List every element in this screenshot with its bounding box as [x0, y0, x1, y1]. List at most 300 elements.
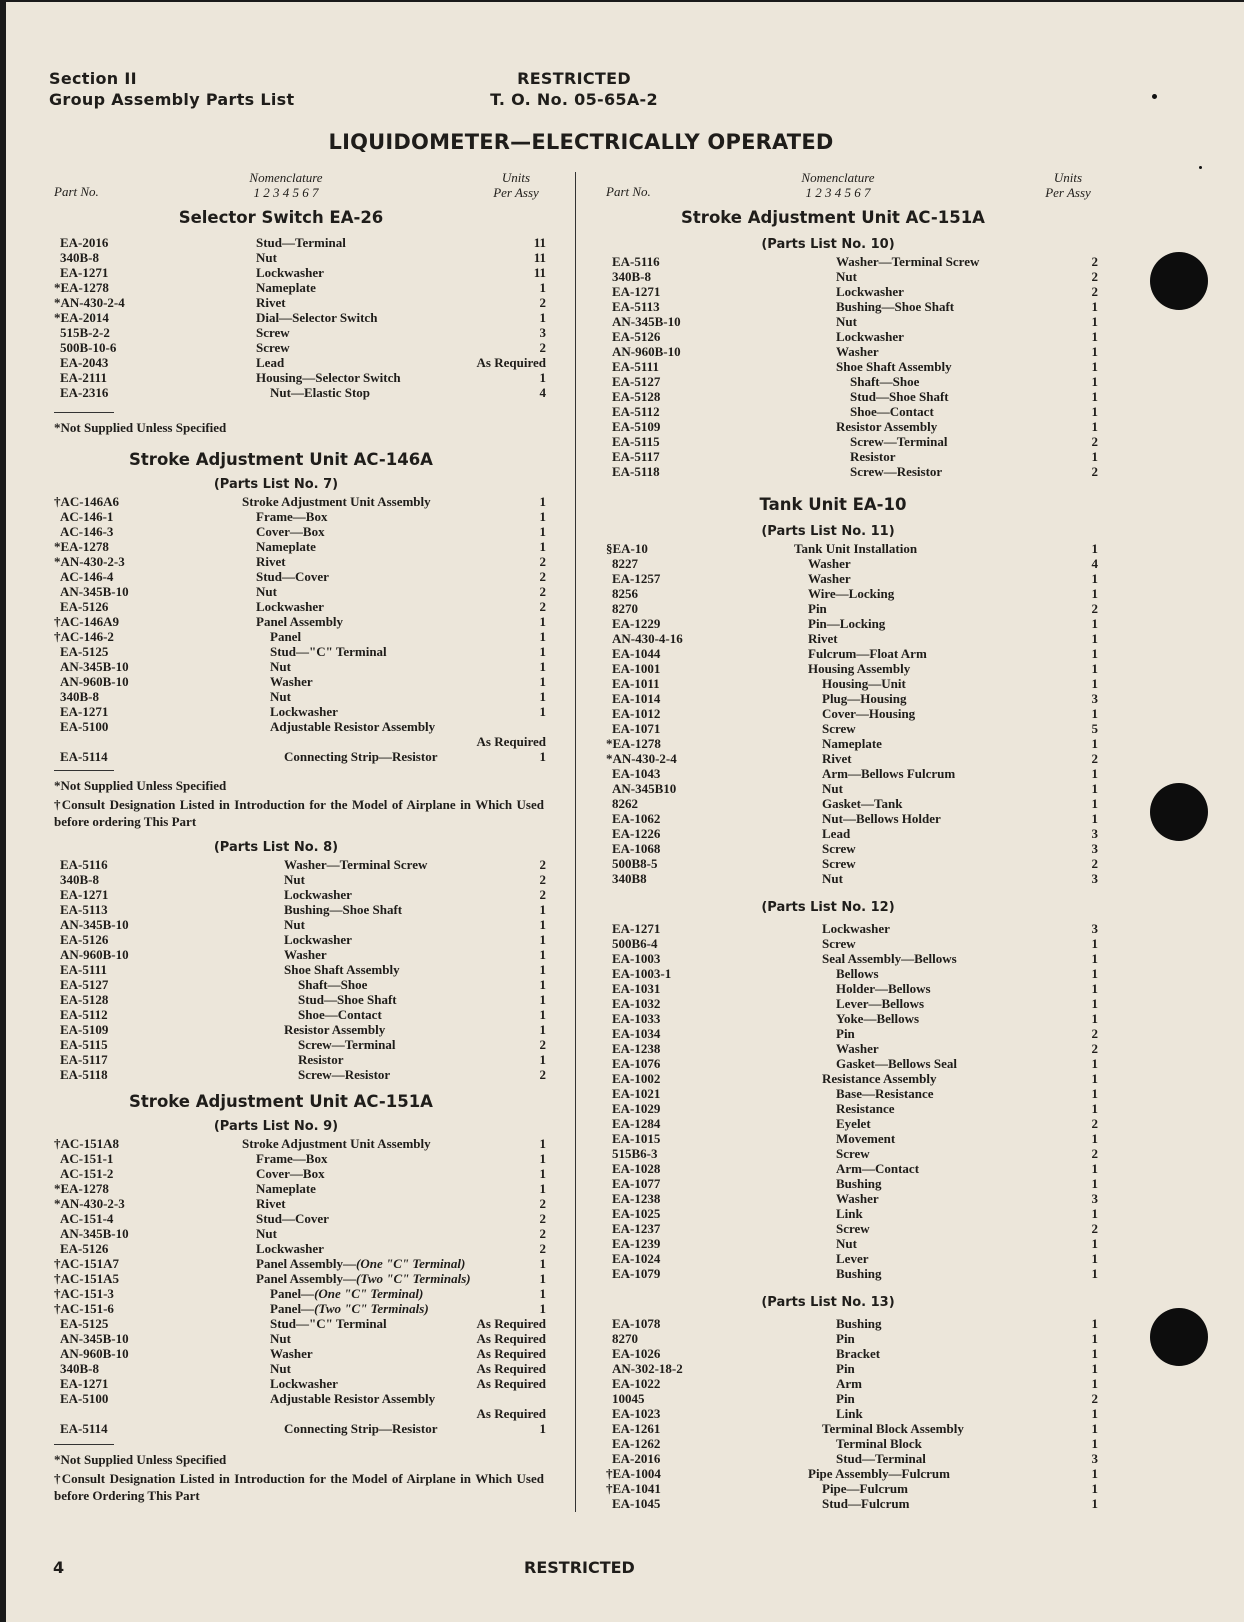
part-number: †AC-151-3: [54, 1286, 114, 1301]
part-nomenclature: Screw: [822, 721, 856, 736]
parts-list-12-label: (Parts List No. 12): [761, 900, 895, 915]
units-per-assembly: 1: [1091, 1406, 1098, 1421]
parts-table-selector-switch: [46, 235, 546, 400]
part-nomenclature: Seal Assembly—Bellows: [822, 951, 957, 966]
part-nomenclature: Screw: [822, 856, 856, 871]
table-row: [598, 1421, 1098, 1436]
part-nomenclature: Pin: [836, 1026, 855, 1041]
table-row: [598, 1361, 1098, 1376]
parts-list-13-label: (Parts List No. 13): [761, 1295, 895, 1310]
section-title-ac151a-pl10: Stroke Adjustment Unit AC-151A: [681, 208, 985, 227]
units-per-assembly: 1: [539, 947, 546, 962]
table-row: [598, 314, 1098, 329]
units-per-assembly: 1: [539, 1151, 546, 1166]
part-nomenclature: Gasket—Bellows Seal: [836, 1056, 957, 1071]
units-per-assembly: 1: [1091, 1466, 1098, 1481]
part-number: EA-1068: [612, 841, 661, 856]
units-per-assembly: 1: [539, 902, 546, 917]
part-number: EA-1271: [60, 265, 109, 280]
part-number: EA-5126: [60, 932, 109, 947]
units-per-assembly: 1: [1091, 1266, 1098, 1281]
table-row: [46, 509, 546, 524]
table-row: [598, 981, 1098, 996]
table-row: [598, 269, 1098, 284]
part-nomenclature: Lockwasher: [284, 887, 352, 902]
part-number: EA-2316: [60, 385, 109, 400]
table-row: [598, 1496, 1098, 1511]
units-per-assembly: 1: [539, 1052, 546, 1067]
table-row: [46, 719, 546, 734]
nomenclature-qualifier: (Two "C" Terminals): [314, 1301, 429, 1316]
part-number: EA-5100: [60, 719, 109, 734]
table-row: [598, 329, 1098, 344]
table-row: [598, 541, 1098, 556]
part-number: EA-1271: [60, 887, 109, 902]
part-number: EA-5114: [60, 1421, 108, 1436]
part-number: AC-146-4: [60, 569, 114, 584]
section-title-ac151a: Stroke Adjustment Unit AC-151A: [129, 1092, 433, 1111]
units-per-assembly: 1: [539, 704, 546, 719]
part-number: EA-1271: [60, 1376, 109, 1391]
units-per-assembly: 1: [539, 370, 546, 385]
table-row: [598, 966, 1098, 981]
section-title-selector-switch: Selector Switch EA-26: [178, 208, 384, 227]
part-nomenclature: Washer: [836, 1191, 879, 1206]
table-row: [598, 661, 1098, 676]
units-per-assembly: 3: [1091, 921, 1098, 936]
part-number: EA-1045: [612, 1496, 661, 1511]
part-number: AC-151-4: [60, 1211, 114, 1226]
table-row: [598, 571, 1098, 586]
part-nomenclature: Nut: [270, 689, 291, 704]
part-nomenclature: Pin—Locking: [808, 616, 886, 631]
part-nomenclature: Stud—Terminal: [256, 235, 346, 250]
part-nomenclature: Arm—Bellows Fulcrum: [822, 766, 956, 781]
speck-mark: [1152, 94, 1157, 99]
units-per-assembly: 2: [539, 554, 546, 569]
part-number: †EA-1004: [606, 1466, 661, 1481]
part-nomenclature: Nut—Bellows Holder: [822, 811, 941, 826]
units-per-assembly: 1: [1091, 616, 1098, 631]
part-nomenclature: Washer: [270, 1346, 313, 1361]
part-nomenclature: Stud—Shoe Shaft: [298, 992, 397, 1007]
part-number: AN-960B-10: [60, 1346, 129, 1361]
part-number: EA-2016: [60, 235, 109, 250]
part-number: EA-1001: [612, 661, 661, 676]
part-nomenclature: Lead: [822, 826, 851, 841]
binder-hole: [1150, 783, 1208, 841]
part-nomenclature: Housing Assembly: [808, 661, 911, 676]
table-row: [46, 749, 546, 764]
units-per-assembly: As Required: [476, 1406, 546, 1421]
units-per-assembly: 1: [1091, 1236, 1098, 1251]
units-per-assembly: 2: [539, 1067, 546, 1082]
units-per-assembly: 1: [1091, 951, 1098, 966]
part-nomenclature: Lead: [256, 355, 285, 370]
part-nomenclature: Panel: [270, 629, 302, 644]
part-nomenclature: Pin: [836, 1391, 855, 1406]
part-number: EA-1031: [612, 981, 661, 996]
table-row: [598, 1206, 1098, 1221]
part-number: EA-1262: [612, 1436, 661, 1451]
table-row: [598, 676, 1098, 691]
part-number: 340B-8: [60, 250, 99, 265]
part-nomenclature: Rivet: [808, 631, 838, 646]
part-nomenclature: Nut: [284, 872, 305, 887]
part-nomenclature: Housing—Selector Switch: [256, 370, 401, 385]
nomenclature-qualifier: (One "C" Terminal): [314, 1286, 424, 1301]
table-row: [46, 355, 546, 370]
table-row: [598, 631, 1098, 646]
part-nomenclature: Lockwasher: [270, 704, 338, 719]
section-header: [49, 68, 294, 110]
units-per-assembly: 2: [1091, 1026, 1098, 1041]
units-per-assembly: As Required: [476, 734, 546, 749]
part-number: *EA-2014: [54, 310, 109, 325]
part-nomenclature: Bellows: [836, 966, 879, 981]
section-title-tank-unit: Tank Unit EA-10: [759, 495, 907, 514]
part-nomenclature: Shoe—Contact: [850, 404, 934, 419]
part-number: EA-1239: [612, 1236, 661, 1251]
part-nomenclature: Stroke Adjustment Unit Assembly: [242, 1136, 431, 1151]
part-number: 8227: [612, 556, 638, 571]
part-number: EA-1014: [612, 691, 661, 706]
part-nomenclature: Yoke—Bellows: [836, 1011, 920, 1026]
units-per-assembly: 1: [1091, 571, 1098, 586]
table-row: [598, 1316, 1098, 1331]
part-number: EA-1271: [612, 284, 661, 299]
part-nomenclature: Wire—Locking: [808, 586, 895, 601]
part-number: EA-5118: [612, 464, 660, 479]
part-number: §EA-10: [606, 541, 648, 556]
left-column: [46, 168, 546, 1504]
part-nomenclature: Connecting Strip—Resistor: [284, 749, 438, 764]
units-per-assembly: 3: [1091, 871, 1098, 886]
table-row: [598, 1236, 1098, 1251]
footnote-not-supplied: *Not Supplied Unless Specified: [54, 1452, 227, 1467]
part-number: EA-5109: [60, 1022, 109, 1037]
part-number: EA-1022: [612, 1376, 661, 1391]
units-per-assembly: 1: [539, 932, 546, 947]
part-number: AN-960B-10: [612, 344, 681, 359]
part-number: AN-430-4-16: [612, 631, 683, 646]
part-nomenclature: Terminal Block Assembly: [822, 1421, 964, 1436]
part-number: EA-5126: [612, 329, 661, 344]
table-row: [598, 1146, 1098, 1161]
column-header: [598, 168, 1098, 202]
units-per-assembly: 1: [539, 1286, 546, 1301]
table-row: [598, 871, 1098, 886]
units-per-assembly: 3: [1091, 841, 1098, 856]
table-row: [598, 389, 1098, 404]
part-nomenclature: Nut—Elastic Stop: [270, 385, 371, 400]
units-per-assembly: 2: [539, 1211, 546, 1226]
table-row: [598, 826, 1098, 841]
units-per-assembly: 1: [1091, 1346, 1098, 1361]
units-per-assembly: 1: [539, 280, 546, 295]
part-number: EA-1226: [612, 826, 661, 841]
part-nomenclature: Nut: [822, 781, 843, 796]
part-nomenclature: Link: [836, 1406, 863, 1421]
table-row: [598, 1086, 1098, 1101]
part-nomenclature: Link: [836, 1206, 863, 1221]
part-number: EA-5126: [60, 1241, 109, 1256]
table-row: [46, 1196, 546, 1211]
units-per-assembly: 2: [1091, 1146, 1098, 1161]
table-row: [46, 235, 546, 250]
part-nomenclature: Screw: [836, 1146, 870, 1161]
table-row: [46, 1022, 546, 1037]
table-row: [46, 1181, 546, 1196]
units-per-assembly: 1: [1091, 1421, 1098, 1436]
units-per-assembly: 1: [1091, 419, 1098, 434]
footnote-rule: [54, 770, 114, 771]
part-nomenclature: Panel Assembly—(Two "C" Terminals): [256, 1271, 471, 1286]
part-nomenclature: Panel—(One "C" Terminal): [270, 1286, 424, 1301]
table-row: [46, 872, 546, 887]
part-number: EA-1029: [612, 1101, 661, 1116]
part-nomenclature: Rivet: [822, 751, 852, 766]
part-nomenclature: Adjustable Resistor Assembly: [270, 719, 436, 734]
footnote-rule: [54, 1444, 114, 1445]
units-per-assembly: 1: [1091, 329, 1098, 344]
part-number: EA-1229: [612, 616, 661, 631]
units-per-assembly: 2: [1091, 269, 1098, 284]
part-number: EA-1025: [612, 1206, 661, 1221]
part-number: EA-5126: [60, 599, 109, 614]
table-row: [598, 1026, 1098, 1041]
table-row: [46, 250, 546, 265]
part-nomenclature: Frame—Box: [256, 1151, 328, 1166]
table-row: [46, 1226, 546, 1241]
table-row: [598, 1436, 1098, 1451]
units-per-assembly: 2: [1091, 434, 1098, 449]
part-nomenclature: Holder—Bellows: [836, 981, 931, 996]
units-per-assembly: 2: [1091, 284, 1098, 299]
part-nomenclature: Stud—"C" Terminal: [270, 1316, 387, 1331]
part-nomenclature: Screw—Terminal: [298, 1037, 396, 1052]
part-number: AN-960B-10: [60, 674, 129, 689]
table-row: [598, 1221, 1098, 1236]
part-nomenclature: Resistor Assembly: [284, 1022, 386, 1037]
table-row: [598, 1071, 1098, 1086]
part-no-header: Part No.: [54, 184, 99, 199]
part-number: EA-1237: [612, 1221, 661, 1236]
part-nomenclature: Nut: [284, 917, 305, 932]
part-number: AC-146-3: [60, 524, 114, 539]
table-row: [46, 674, 546, 689]
table-row: [598, 691, 1098, 706]
part-number: EA-1024: [612, 1251, 661, 1266]
part-number: †AC-151A5: [54, 1271, 119, 1286]
footnote-rule: [54, 412, 114, 413]
part-nomenclature: Lockwasher: [822, 921, 890, 936]
units-header: Units Per Assy: [1045, 170, 1091, 200]
table-row: [598, 556, 1098, 571]
table-row: [598, 1346, 1098, 1361]
part-nomenclature: Lockwasher: [836, 329, 904, 344]
part-nomenclature: Resistor: [298, 1052, 344, 1067]
units-per-assembly: 1: [1091, 1376, 1098, 1391]
units-per-assembly: 1: [1091, 996, 1098, 1011]
table-row: [46, 280, 546, 295]
part-number: *EA-1278: [54, 539, 109, 554]
units-per-assembly: 1: [1091, 781, 1098, 796]
table-row: [46, 1052, 546, 1067]
units-per-assembly: 4: [1091, 556, 1098, 571]
units-per-assembly: 2: [539, 872, 546, 887]
part-nomenclature: Fulcrum—Float Arm: [808, 646, 927, 661]
units-per-assembly: 2: [539, 599, 546, 614]
part-number: EA-2111: [60, 370, 107, 385]
part-nomenclature: Plug—Housing: [822, 691, 907, 706]
parts-list-11-label: (Parts List No. 11): [761, 524, 895, 539]
part-nomenclature: Cover—Box: [256, 1166, 325, 1181]
part-number: EA-5116: [60, 857, 108, 872]
table-row: [598, 1481, 1098, 1496]
units-per-assembly: 1: [539, 1022, 546, 1037]
table-row: [598, 344, 1098, 359]
part-nomenclature: Screw: [822, 936, 856, 951]
table-row: [46, 494, 546, 509]
units-per-assembly: 1: [1091, 981, 1098, 996]
part-number: EA-1271: [612, 921, 661, 936]
part-number: EA-1003-1: [612, 966, 672, 981]
table-row: [598, 449, 1098, 464]
units-per-assembly: 1: [539, 962, 546, 977]
units-per-assembly: 1: [1091, 706, 1098, 721]
part-nomenclature: Bushing: [836, 1266, 882, 1281]
part-nomenclature: Terminal Block: [836, 1436, 922, 1451]
units-per-assembly: 2: [1091, 751, 1098, 766]
part-nomenclature: Washer: [808, 556, 851, 571]
table-row: [46, 1316, 546, 1331]
part-nomenclature: Stud—Cover: [256, 569, 329, 584]
units-per-assembly: 1: [539, 524, 546, 539]
part-number: EA-5127: [60, 977, 109, 992]
table-row: [46, 1331, 546, 1346]
part-nomenclature: Panel—(Two "C" Terminals): [270, 1301, 429, 1316]
part-nomenclature: Shaft—Shoe: [850, 374, 920, 389]
part-number: EA-5117: [612, 449, 660, 464]
part-nomenclature: Lever: [836, 1251, 869, 1266]
table-row: [46, 1151, 546, 1166]
table-row: [46, 614, 546, 629]
part-nomenclature: Stud—Shoe Shaft: [850, 389, 949, 404]
part-nomenclature: Arm: [836, 1376, 862, 1391]
part-nomenclature: Nut: [836, 269, 857, 284]
table-row: [46, 340, 546, 355]
part-number: EA-1261: [612, 1421, 661, 1436]
part-number: AN-345B-10: [60, 1226, 129, 1241]
units-per-assembly: 1: [539, 1421, 546, 1436]
units-per-assembly: 1: [1091, 359, 1098, 374]
part-nomenclature: Rivet: [256, 554, 286, 569]
units-per-assembly: 2: [539, 1196, 546, 1211]
table-row: [598, 1161, 1098, 1176]
parts-table-pl9: [46, 1136, 546, 1436]
part-nomenclature: Nameplate: [256, 539, 316, 554]
part-number: *EA-1278: [54, 280, 109, 295]
part-nomenclature: Screw: [256, 325, 290, 340]
units-per-assembly: 3: [1091, 1191, 1098, 1206]
table-row: [46, 962, 546, 977]
nomenclature-header: Nomenclature 1 2 3 4 5 6 7: [249, 170, 323, 200]
part-nomenclature: Lockwasher: [270, 1376, 338, 1391]
units-per-assembly: 11: [533, 265, 546, 280]
part-nomenclature: Washer—Terminal Screw: [284, 857, 428, 872]
units-per-assembly: 1: [539, 494, 546, 509]
part-number: EA-1071: [612, 721, 661, 736]
table-row: [46, 584, 546, 599]
part-nomenclature: Washer: [808, 571, 851, 586]
part-nomenclature: Bracket: [836, 1346, 881, 1361]
part-number: 515B-2-2: [60, 325, 110, 340]
table-row: [598, 1131, 1098, 1146]
table-row: [46, 977, 546, 992]
part-number: *AN-430-2-4: [606, 751, 677, 766]
table-row: [46, 1136, 546, 1151]
table-row: [598, 751, 1098, 766]
units-per-assembly: 2: [1091, 254, 1098, 269]
units-per-assembly: 1: [1091, 676, 1098, 691]
part-number: EA-5111: [60, 962, 107, 977]
part-number: EA-1076: [612, 1056, 661, 1071]
part-number: †EA-1041: [606, 1481, 661, 1496]
table-row: [598, 996, 1098, 1011]
table-row: [46, 1241, 546, 1256]
units-per-assembly: As Required: [476, 1331, 546, 1346]
part-nomenclature: Screw: [256, 340, 290, 355]
table-row: [598, 1451, 1098, 1466]
part-nomenclature: Nut: [256, 584, 277, 599]
part-number: 340B-8: [612, 269, 651, 284]
part-nomenclature: Tank Unit Installation: [794, 541, 918, 556]
part-number: EA-1062: [612, 811, 661, 826]
part-number: EA-1078: [612, 1316, 661, 1331]
part-number: EA-1011: [612, 676, 660, 691]
units-per-assembly: 2: [539, 1226, 546, 1241]
table-row: [46, 599, 546, 614]
part-nomenclature: Nut: [256, 1226, 277, 1241]
table-row: [598, 1101, 1098, 1116]
table-row: [598, 781, 1098, 796]
part-nomenclature: Rivet: [256, 295, 286, 310]
footnote-consult-designation: †Consult Designation Listed in Introduction for the Model of Airplane in Which Used before ordering This Part: [54, 797, 544, 829]
part-number: *EA-1278: [606, 736, 661, 751]
units-per-assembly: 1: [1091, 766, 1098, 781]
part-number: EA-5127: [612, 374, 661, 389]
table-row: [46, 644, 546, 659]
units-per-assembly: 1: [1091, 299, 1098, 314]
right-column: [598, 168, 1098, 1511]
units-per-assembly: 1: [539, 917, 546, 932]
table-row: [598, 404, 1098, 419]
units-per-assembly: 1: [539, 749, 546, 764]
units-per-assembly: 4: [539, 385, 546, 400]
table-row: [598, 374, 1098, 389]
table-row: [598, 1056, 1098, 1071]
part-nomenclature: Shoe Shaft Assembly: [284, 962, 400, 977]
table-row: [598, 721, 1098, 736]
units-per-assembly: 3: [1091, 826, 1098, 841]
part-nomenclature: Cover—Box: [256, 524, 325, 539]
part-nomenclature: Frame—Box: [256, 509, 328, 524]
part-no-header: Part No.: [606, 184, 651, 199]
table-row: [598, 856, 1098, 871]
units-per-assembly: 2: [539, 340, 546, 355]
part-nomenclature: Stud—Fulcrum: [822, 1496, 910, 1511]
